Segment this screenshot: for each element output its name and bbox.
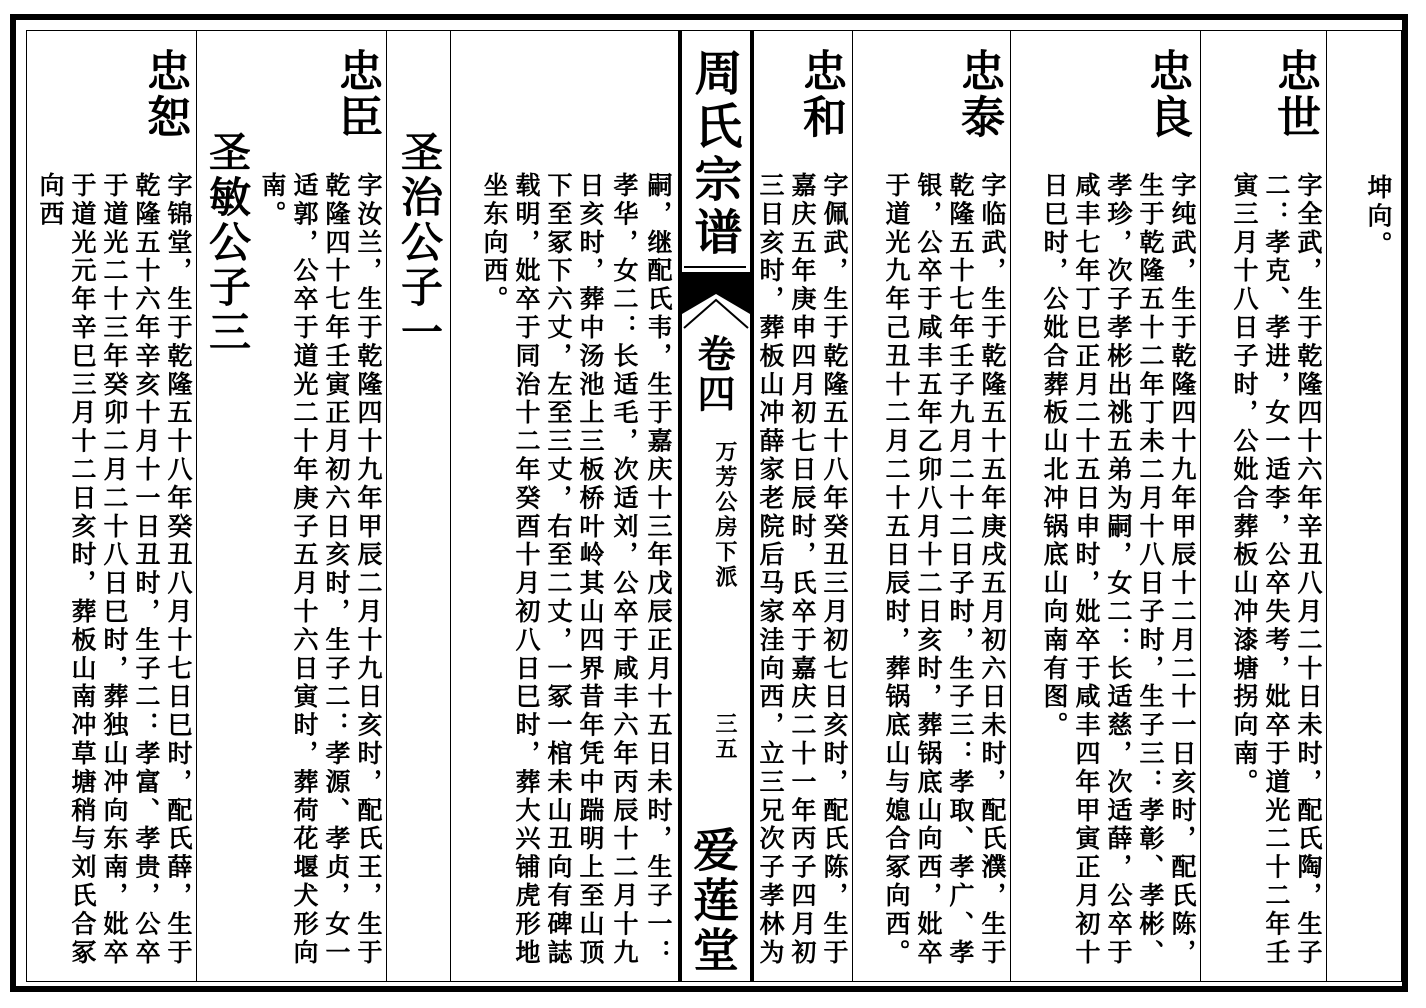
text-column: 字临武，生于乾隆五十五年庚戌五月初六日未时，配氏濮，生于	[978, 172, 1007, 968]
volume-label: 卷四	[691, 334, 736, 414]
person-name-zhongchen: 忠臣	[331, 48, 382, 140]
page-number: 三五	[712, 712, 738, 762]
text-column: 载明，妣卒于同治十二年癸酉十月初八日巳时，葬大兴铺虎形地	[512, 172, 541, 968]
text-column: 乾隆四十七年壬寅正月初六日亥时，生子二：孝源、孝贞，女一	[322, 172, 351, 968]
text-column: 三日亥时，葬板山冲薛家老院后马家洼向西，立三兄次子孝林为	[756, 172, 785, 968]
person-name-zhonghe: 忠和	[795, 48, 846, 140]
text-column: 乾隆五十六年辛亥十月十一日丑时，生子二：孝富、孝贵，公卒	[132, 172, 161, 968]
person-name-zhongshi: 忠世	[1269, 48, 1320, 140]
text-column: 乾隆五十七年壬子九月二十二日子时，生子三：孝取、孝广、孝	[946, 172, 975, 968]
text-column: 于道光元年辛巳三月十二日亥时，葬板山南冲草塘稍与刘氏合冢	[68, 172, 97, 968]
text-column: 日巳时，公妣合葬板山北冲锅底山向南有图。	[1040, 172, 1069, 740]
person-name-zhongliang: 忠良	[1141, 48, 1192, 140]
center-rule	[684, 266, 746, 268]
divider	[196, 30, 197, 982]
text-column: 向西	[36, 172, 65, 229]
book-title: 周氏宗谱	[686, 48, 742, 260]
text-column: 字汝兰，生于乾隆四十九年甲辰二月十九日亥时，配氏王，生于	[354, 172, 383, 968]
center-band-left-border	[678, 30, 682, 982]
text-column: 寅三月十八日子时，公妣合葬板山冲漆塘拐向南。	[1230, 172, 1259, 797]
text-column: 字锦堂，生于乾隆五十八年癸丑八月十七日巳时，配氏薛，生于	[164, 172, 193, 968]
section-heading-shengmin: 圣敏公子三	[203, 130, 252, 355]
text-column: 下至冢下六丈，左至三丈，右至二丈，一冢一棺未山丑向有碑誌	[544, 172, 573, 968]
text-column: 适郭，公卒于道光二十年庚子五月十六日寅时，葬荷花堰犬形向	[290, 172, 319, 968]
text-column: 嗣，继配氏韦，生于嘉庆十三年戊辰正月十五日未时，生子一：	[644, 172, 673, 968]
divider	[1200, 30, 1201, 982]
hall-name: 爱莲堂	[686, 826, 740, 976]
text-column: 咸丰七年丁巳正月二十五日申时，妣卒于咸丰四年甲寅正月初十	[1072, 172, 1101, 968]
text-column: 坤向。	[1364, 174, 1393, 260]
text-column: 孝珍，次子孝彬出祧五弟为嗣，女二：长适慈，次适薛，公卒于	[1104, 172, 1133, 968]
section-heading-shengzhi: 圣治公子一	[395, 130, 444, 355]
text-column: 二：孝克、孝进，女一适李，公卒失考，妣卒于道光二十二年壬	[1262, 172, 1291, 968]
divider	[1010, 30, 1011, 982]
divider	[386, 30, 387, 982]
text-column: 日亥时，葬中汤池上三板桥叶岭其山四界昔年凭中踹明上至山顶	[576, 172, 605, 968]
text-column: 于道光九年己丑十二月二十五日辰时，葬锅底山与媳合冢向西。	[882, 172, 911, 968]
text-column: 字纯武，生于乾隆四十九年甲辰十二月二十一日亥时，配氏陈，	[1168, 172, 1197, 968]
text-column: 银，公卒于咸丰五年乙卯八月十二日亥时，葬锅底山向西，妣卒	[914, 172, 943, 968]
person-name-zhongtai: 忠泰	[953, 48, 1004, 140]
text-column: 字全武，生于乾隆四十六年辛丑八月二十日未时，配氏陶，生子	[1294, 172, 1323, 968]
divider	[450, 30, 451, 982]
divider	[1326, 30, 1327, 982]
text-column: 南。	[258, 172, 287, 229]
fish-tail-mark	[682, 270, 750, 340]
divider	[852, 30, 853, 982]
text-column: 坐东向西。	[480, 172, 509, 314]
text-column: 字佩武，生于乾隆五十八年癸丑三月初七日亥时，配氏陈，生于	[820, 172, 849, 968]
text-column: 孝华，女二：长适毛，次适刘，公卒于咸丰六年丙辰十二月十九	[610, 172, 639, 968]
branch-label: 万芳公房下派	[712, 440, 738, 590]
text-column: 生于乾隆五十二年丁未二月十八日子时，生子三：孝彰、孝彬、	[1136, 172, 1165, 968]
person-name-zhongshu: 忠恕	[139, 48, 190, 140]
text-column: 嘉庆五年庚申四月初七日辰时，氏卒于嘉庆二十一年丙子四月初	[788, 172, 817, 968]
center-band-right-border	[750, 30, 754, 982]
text-column: 于道光二十三年癸卯二月二十八日巳时，葬独山冲向东南，妣卒	[100, 172, 129, 968]
